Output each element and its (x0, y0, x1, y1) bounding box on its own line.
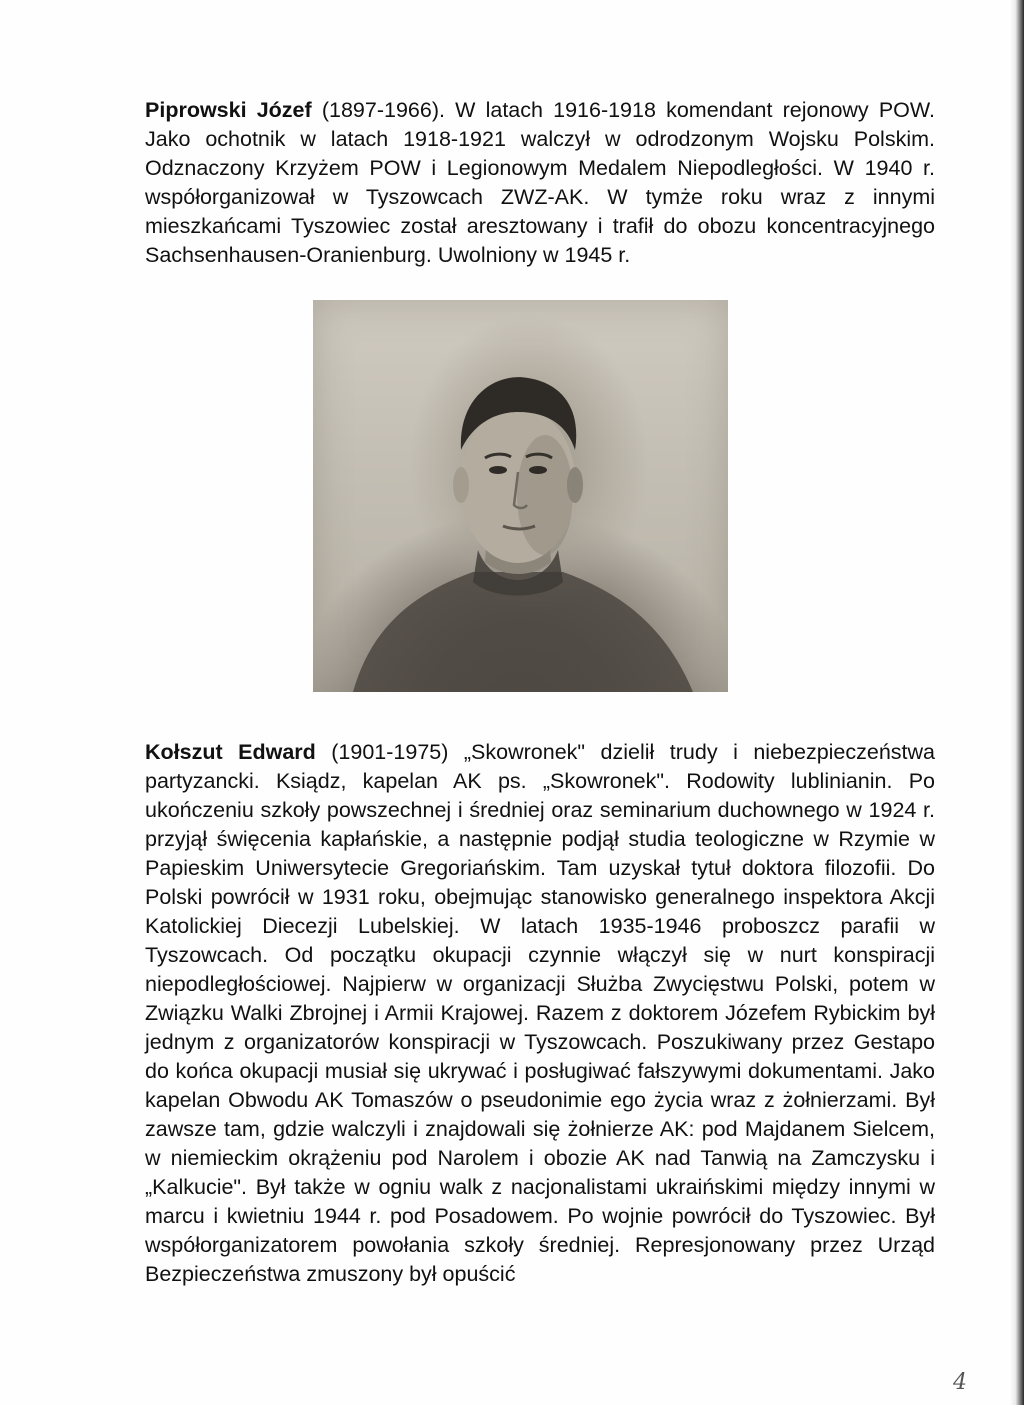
person-name: Piprowski Józef (145, 98, 312, 122)
biography-text: (1897-1966). W latach 1916-1918 komendant rejonowy POW. Jako ochotnik w latach 1918-1921 walczył w odrodzonym Wojsku Polskim. Odznaczony Krzyżem POW i Legionowym Medalem Niepodległości. W 1940 r. współorganizował w Tyszowcach ZWZ-AK. W tymże roku wraz z innymi mieszkańcami Tyszowiec został aresztowany i trafił do obozu koncentracyjnego Sachsenhausen-Oranienburg. Uwolniony w 1945 r. (145, 98, 935, 267)
scan-edge-shadow (1010, 0, 1024, 1405)
portrait-figure (313, 300, 728, 692)
biography-text: (1901-1975) „Skowronek" dzielił trudy i niebezpieczeństwa partyzancki. Ksiądz, kapelan AK ps. „Skowronek". Rodowity lublinianin. Po ukończeniu szkoły powszechnej i średniej oraz seminarium duchownego w 1924 r. przyjął święcenia kapłańskie, a następnie podjął studia teologiczne w Rzymie w Papieskim Uniwersytecie Gregoriańskim. Tam uzyskał tytuł doktora filozofii. Do Polski powrócił w 1931 roku, obejmując stanowisko generalnego inspektora Akcji Katolickiej Diecezji Lubelskiej. W latach 1935-1946 proboszcz parafii w Tyszowcach. Od początku okupacji czynnie włączył się w nurt konspiracji niepodległościowej. Najpierw w organizacji Służba Zwycięstwu Polski, potem w Związku Walki Zbrojnej i Armii Krajowej. Razem z doktorem Józefem Rybickim był jednym z organizatorów konspiracji w Tyszowcach. Poszukiwany przez Gestapo do końca okupacji musiał się ukrywać i posługiwać fałszywymi dokumentami. Jako kapelan Obwodu AK Tomaszów o pseudonimie ego życia wraz z żołnierzami. Był zawsze tam, gdzie walczyli i znajdowali się żołnierze AK: pod Majdanem Sielcem, w niemieckim okrążeniu pod Narolem i obozie AK nad Tanwią na Zamczysku i „Kalkucie". Był także w ogniu walk z nacjonalistami ukraińskimi między innymi w marcu i kwietniu 1944 r. pod Posadowem. Po wojnie powrócił do Tyszowiec. Był współorganizatorem powołania szkoły średniej. Represjonowany przez Urząd Bezpieczeństwa zmuszony był opuścić (145, 740, 936, 1286)
biography-piprowski (145, 96, 935, 270)
person-name: Kołszut Edward (145, 740, 316, 764)
portrait-photo (313, 300, 728, 692)
biography-kolszut (145, 738, 935, 1289)
page-number: 4 (953, 1370, 967, 1395)
